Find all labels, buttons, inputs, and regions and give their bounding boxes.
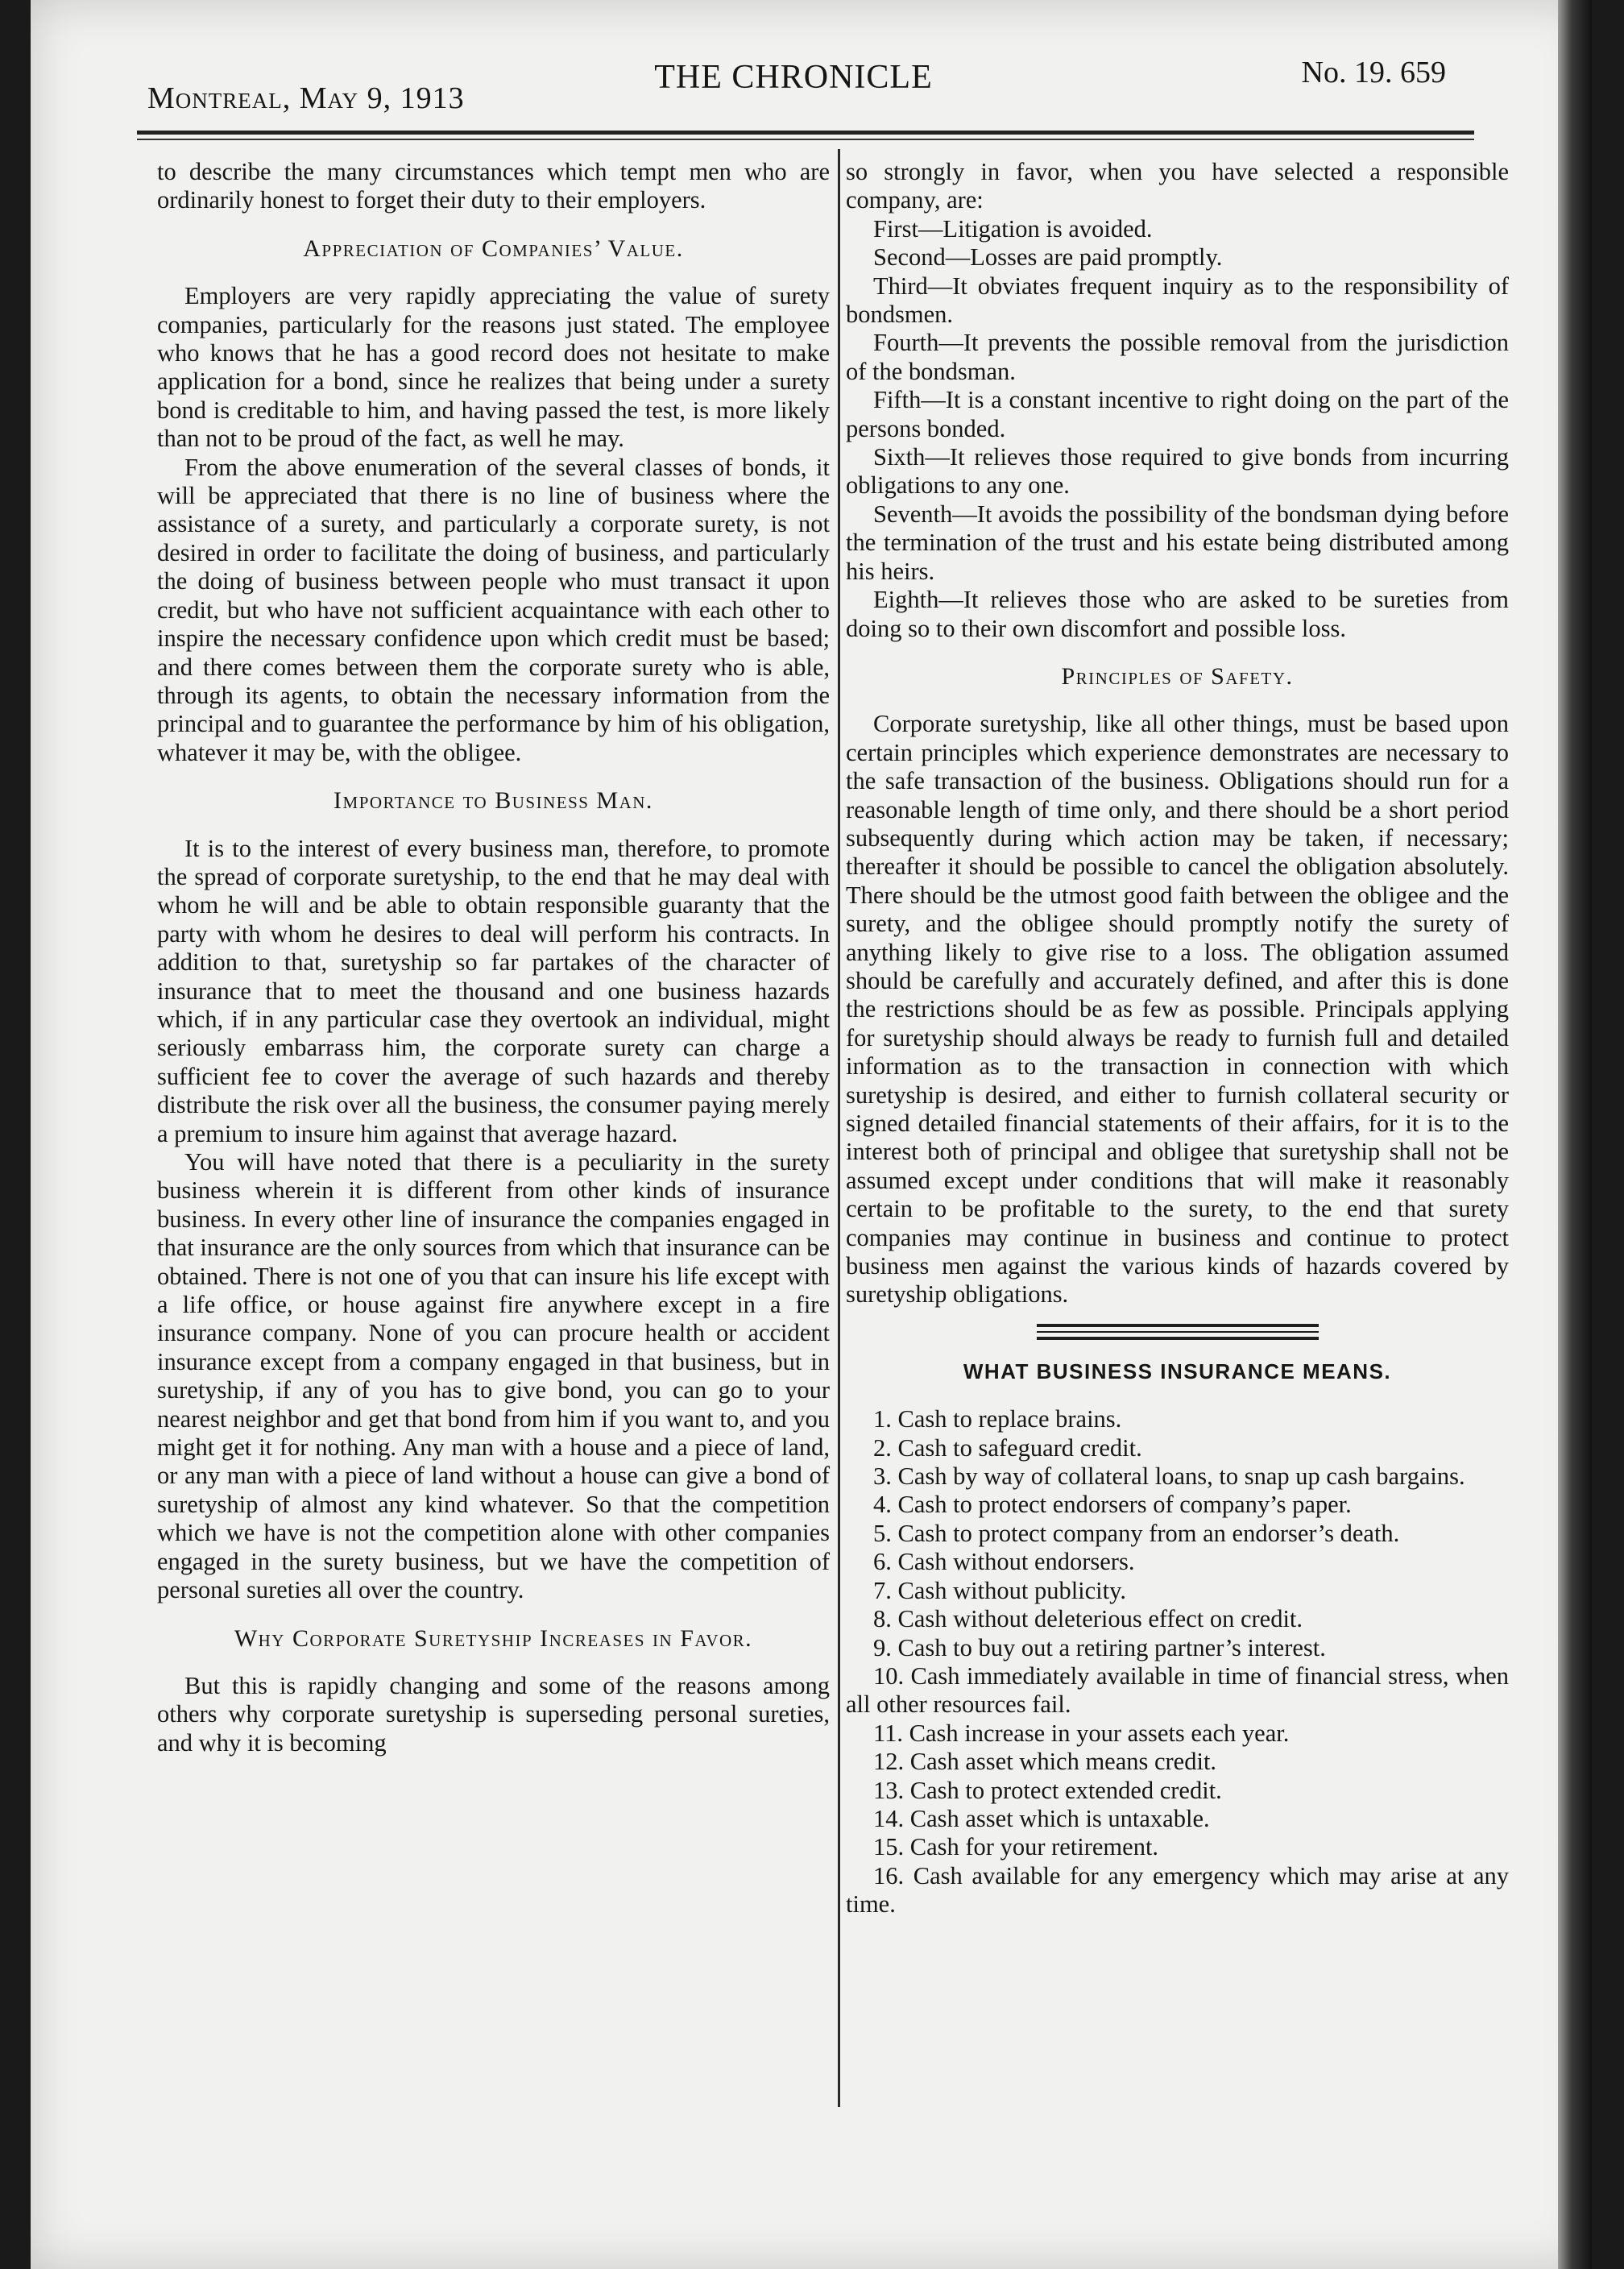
- list-item: 13. Cash to protect extended credit.: [873, 1776, 1222, 1804]
- list-item: First—Litigation is avoided.: [873, 214, 1153, 243]
- list-item: 3. Cash by way of collateral loans, to snap up cash bargains.: [873, 1462, 1465, 1491]
- header-issue-number: No. 19. 659: [1301, 56, 1446, 89]
- right-column: [826, 158, 1509, 1919]
- left-column: [157, 158, 830, 1757]
- list-item: 8. Cash without deleterious effect on credit.: [873, 1605, 1303, 1633]
- intro-paragraph: to describe the many circumstances which tempt men who are ordinarily honest to forget their duty to their employers.: [157, 158, 830, 214]
- list-item: 16. Cash available for any emergency which may arise at any time.: [846, 1861, 1509, 1918]
- heading-principles: Principles of Safety.: [1061, 662, 1294, 690]
- list-item: Sixth—It relieves those required to give bonds from incurring obligations to any one.: [846, 443, 1509, 500]
- list-item: Eighth—It relieves those who are asked to be sureties from doing so to their own discomfort and possible loss.: [846, 586, 1509, 642]
- paragraph-from-above: From the above enumeration of the several classes of bonds, it will be appreciated that there is no line of business where the assistance of a surety, and particularly a corporate surety, is not desired in order to facilitate the doing of business, and particularly the doing of business between people who must transact it upon credit, but who have not sufficient acquaintance with each other to inspire the necessary confidence upon which credit must be based; and there comes between them the corporate surety who is able, through its agents, to obtain the necessary information from the principal and to guarantee the performance by him of his obligation, whatever it may be, with the obligee.: [157, 453, 830, 766]
- heading-importance: Importance to Business Man.: [334, 787, 653, 815]
- paragraph-interest: It is to the interest of every business man, therefore, to promote the spread of corporate suretyship, to the end that he may deal with whom he will and be able to obtain responsible guaranty that the party with whom he desires to deal will perform his contracts. In addition to that, suretyship so far partakes of the character of insurance that to meet the thousand and one business hazards which, if in any particular case they overtook an individual, might seriously embarrass him, the corporate surety can charge a sufficient fee to cover the average of such hazards and thereby distribute the risk over all the business, the consumer paying merely a premium to insure him against that average hazard.: [157, 834, 830, 1147]
- reasons-list: [846, 215, 1509, 643]
- list-item: Fifth—It is a constant incentive to right doing on the part of the persons bonded.: [846, 386, 1509, 442]
- list-item: 15. Cash for your retirement.: [873, 1833, 1159, 1861]
- divider-rule: [1037, 1331, 1319, 1333]
- list-item: 4. Cash to protect endorsers of company’s paper.: [873, 1491, 1352, 1519]
- list-item: 10. Cash immediately available in time of financial stress, when all other resources fail.: [846, 1661, 1509, 1719]
- divider-rule: [1037, 1337, 1319, 1340]
- paragraph-corporate-suretyship: Corporate suretyship, like all other things, must be based upon certain principles which experience demonstrates are necessary to the safe transaction of the business. Obligations should run for a reasonable length of time only, and there should be a short period subsequently during which action may be taken, if necessary; thereafter it should be possible to cancel the obligation absolutely. There should be the utmost good faith between the obligee and the surety, and the obligee should promptly notify the surety of anything likely to give rise to a loss. The obligation assumed should be carefully and accurately defined, and after this is done the restrictions should be as few as possible. Principals applying for suretyship should always be ready to furnish full and detailed information as to the transaction in connection with which suretyship is desired, and either to furnish collateral security or signed detailed financial statements of their affairs, for it is to the interest both of principal and obligee that suretyship shall not be assumed except under conditions that will make it reasonably certain to be profitable to the surety, to the end that surety companies may continue in business and continue to protect business men against the various kinds of hazards covered by suretyship obligations.: [846, 710, 1509, 1309]
- section-divider-rules: [1037, 1324, 1319, 1340]
- list-item: Second—Losses are paid promptly.: [873, 243, 1223, 272]
- list-item: 2. Cash to safeguard credit.: [873, 1433, 1142, 1462]
- list-item: 7. Cash without publicity.: [873, 1576, 1127, 1604]
- list-item: 6. Cash without endorsers.: [873, 1548, 1135, 1576]
- paragraph-so-strongly: so strongly in favor, when you have selected a responsible company, are:: [846, 158, 1509, 214]
- list-item: Third—It obviates frequent inquiry as to the responsibility of bondsmen.: [846, 272, 1509, 329]
- header-rule-thin: [137, 139, 1474, 140]
- paragraph-peculiarity: You will have noted that there is a peculiarity in the surety business wherein it is different from other kinds of insurance business. In every other line of insurance the companies engaged in that insurance are the only sources from which that insurance can be obtained. There is not one of you that can insure his life except with a life office, or house against fire anywhere except in a fire insurance company. None of you can procure health or accident insurance except from a company engaged in that business, but in suretyship, if any of you has to give bond, you can go to your nearest neighbor and get that bond from him if you want to, and you might get it for nothing. Any man with a house and a piece of land, or any man with a piece of land without a house can give a bond of suretyship of almost any kind whatever. So that the competition which we have is not the competition alone with other companies engaged in the surety business, but we have the competition of personal sureties all over the country.: [157, 1148, 830, 1604]
- heading-business-insurance: WHAT BUSINESS INSURANCE MEANS.: [963, 1358, 1392, 1383]
- header-date: Montreal, May 9, 1913: [147, 81, 465, 115]
- list-item: 9. Cash to buy out a retiring partner’s interest.: [873, 1633, 1326, 1661]
- header-rule-thick: [137, 131, 1474, 135]
- paragraph-employers: Employers are very rapidly appreciating the value of surety companies, particularly for the reasons just stated. The employee who knows that he has a good record does not hesitate to make application for a bond, since he realizes that being under a surety bond is creditable to him, and having passed the test, is more likely than not to be proud of the fact, as well he may.: [157, 282, 830, 453]
- header-title: THE CHRONICLE: [654, 59, 933, 96]
- list-item: 11. Cash increase in your assets each year.: [873, 1719, 1290, 1747]
- list-item: 1. Cash to replace brains.: [873, 1405, 1122, 1433]
- page-header: [117, 48, 1470, 121]
- list-item: 5. Cash to protect company from an endorser’s death.: [873, 1519, 1400, 1547]
- heading-appreciation: Appreciation of Companies’ Value.: [303, 234, 684, 262]
- divider-rule: [1037, 1324, 1319, 1327]
- business-insurance-list: [846, 1405, 1509, 1918]
- book-binding-edge: [1558, 0, 1592, 2269]
- list-item: Fourth—It prevents the possible removal from the jurisdiction of the bondsman.: [846, 329, 1509, 385]
- paragraph-but-changing: But this is rapidly changing and some of the reasons among others why corporate suretyship is superseding personal sureties, and why it is becoming: [157, 1671, 830, 1757]
- heading-why-corporate: Why Corporate Suretyship Increases in Favor.: [234, 1624, 753, 1652]
- list-item: Seventh—It avoids the possibility of the bondsman dying before the termination of the trust and his estate being distributed among his heirs.: [846, 500, 1509, 585]
- list-item: 14. Cash asset which is untaxable.: [873, 1804, 1210, 1832]
- list-item: 12. Cash asset which means credit.: [873, 1748, 1217, 1776]
